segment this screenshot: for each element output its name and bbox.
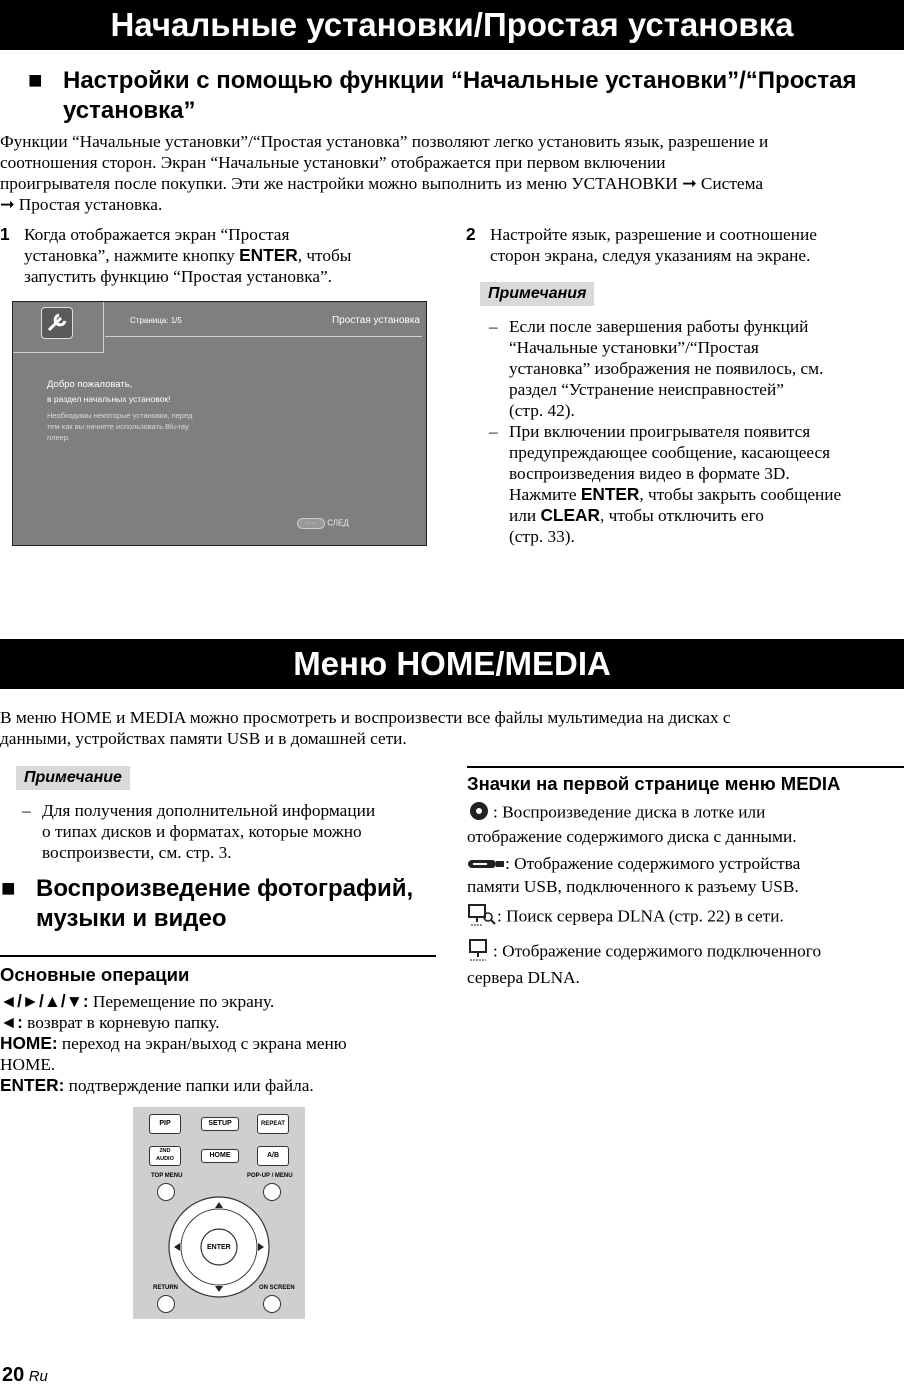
icon-text: отображение содержимого диска с данными. [467,827,797,846]
setup-intro [0,131,904,215]
usb-icon [467,855,505,876]
note-line: Если после завершения работы функций [509,317,809,336]
next-button[interactable] [297,518,349,529]
step-number: 2 [466,224,476,244]
step-1 [0,224,434,287]
info-line: Необходимы некоторые установки, перед [47,411,193,420]
intro-line: В меню HOME и MEDIA можно просмотреть и воспроизвести все файлы мультимедиа на дисках с [0,708,731,727]
step-line: Настройте язык, разрешение и соотношение [490,225,817,244]
op-text: переход на экран/выход с экрана меню [57,1034,347,1053]
home-media-intro [0,707,904,749]
note-text: , чтобы закрыть сообщение [639,485,842,504]
op-line: HOME. [0,1055,56,1074]
note-text: Нажмите [509,485,581,504]
note-line [509,505,899,526]
note-line [509,484,899,505]
screen-title: Простая установка [331,315,420,326]
op-line [0,991,440,1012]
dash: – [489,317,498,336]
clear-key-label: CLEAR [540,505,600,525]
note-tag: Примечание [16,766,130,790]
icon-text: : Отображение содержимого подключенного [493,941,822,960]
step-line: запустить функцию “Простая установка”. [24,267,332,286]
note-text: , чтобы отключить его [599,506,764,525]
audio-button[interactable]: 2ND AUDIO [149,1146,181,1166]
enter-key-label: ENTER [580,484,640,504]
icon-item [467,938,904,988]
repeat-button[interactable]: REPEAT [257,1114,289,1134]
enter-key-label: ENTER: [0,1075,65,1095]
media-icons-list [467,801,904,988]
remote-control-illustration [133,1107,305,1319]
intro-line: соотношения сторон. Экран “Начальные установки” отображается при первом включении [0,153,666,172]
enter-pill-icon [297,518,325,529]
media-icons-title: Значки на первой странице меню MEDIA [467,773,841,794]
setup-heading [28,66,857,126]
arrows-key-label: ◄/►/▲/▼: [0,991,89,1011]
intro-line: проигрывателя после покупки. Эти же настройки можно выполнить из меню УСТАНОВКИ ➞ Система [0,174,764,193]
square-bullet-icon: ■ [1,875,16,902]
note-line: При включении проигрывателя появится [509,422,811,441]
welcome-text [47,378,170,406]
note-item [22,800,442,863]
enter-key-label: ENTER [239,245,298,265]
note-item [489,316,899,421]
dash: – [22,801,31,820]
section-banner-home-media: Меню HOME/MEDIA [0,639,904,689]
home-key-label: HOME: [0,1033,58,1053]
intro-line: ➞ Простая установка. [0,195,163,214]
icon-item [467,903,904,932]
setup-heading-line1: Настройки с помощью функции “Начальные установки”/“Простая [63,67,857,94]
note-line: воспроизведения видео в формате 3D. [509,464,790,483]
divider [467,766,904,768]
screen-page-indicator: Страница: 1/5 [130,316,182,325]
page-footer [2,1364,48,1387]
note-line: “Начальные установки”/“Простая [509,338,759,357]
icon-item [467,801,904,847]
step-text: , чтобы [297,246,352,265]
page-number: 20 [2,1364,25,1386]
step-number: 1 [0,224,10,244]
square-bullet-icon: ■ [28,67,43,94]
return-label: RETURN [153,1285,178,1291]
icon-item [467,853,904,897]
note-text: или [509,506,541,525]
heading-line: Воспроизведение фотографий, [36,875,414,902]
op-line [0,1075,440,1096]
wrench-icon [41,307,73,339]
op-text: подтверждение папки или файла. [64,1076,314,1095]
dlna-server-icon [467,938,493,967]
op-text: возврат в корневую папку. [22,1013,220,1032]
step-line: сторон экрана, следуя указаниям на экране. [490,246,811,265]
top-menu-label: TOP MENU [151,1173,183,1179]
icon-text: сервера DLNA. [467,967,580,987]
icon-text: памяти USB, подключенного к разъему USB. [467,876,799,896]
notes-tag: Примечания [480,282,594,306]
basic-ops-title: Основные операции [0,964,190,985]
note-list [22,800,442,863]
info-line: тем как вы начнете использовать Blu-ray [47,422,189,431]
step-line: Когда отображается экран “Простая [24,225,290,244]
divider [0,955,436,957]
welcome-line: Добро пожаловать, [47,379,133,390]
note-line: о типах дисков и форматах, которые можно [42,822,362,841]
enter-pill-label: ENTER [305,521,317,525]
info-text [47,410,192,443]
op-line [0,1033,440,1054]
return-button[interactable] [157,1295,175,1313]
step-text: установка”, нажмите кнопку [24,246,240,265]
note-line: воспроизвести, см. стр. 3. [42,843,232,862]
welcome-line: в раздел начальных установок! [47,394,171,404]
note-line: установка” изображения не появилось, см. [509,359,824,378]
op-line [0,1012,440,1033]
playback-heading [1,874,414,934]
ab-button[interactable]: A/B [257,1146,289,1166]
screen-topbar [105,308,422,337]
info-line: плеер. [47,433,71,442]
note-line: предупреждающее сообщение, касающееся [509,443,831,462]
heading-line: музыки и видео [36,905,227,932]
note-line: раздел “Устранение неисправностей” [509,380,784,399]
pip-button[interactable]: PIP [149,1114,181,1134]
left-key-label: ◄: [0,1012,23,1032]
basic-ops-list [0,991,440,1096]
notes-list [489,316,899,547]
setup-button[interactable]: SETUP [201,1117,239,1131]
on-screen-label: ON SCREEN [259,1285,295,1291]
note-item [489,421,899,547]
home-button[interactable]: HOME [201,1149,239,1163]
setup-heading-line2: установка” [63,97,196,124]
easy-setup-screen [12,301,427,546]
section-banner-setup: Начальные установки/Простая установка [0,0,904,50]
intro-line: данными, устройствах памяти USB и в домашней сети. [0,729,407,748]
note-line: (стр. 33). [509,527,575,546]
on-screen-button[interactable] [263,1295,281,1313]
icon-text: : Отображение содержимого устройства [505,854,801,873]
dash: – [489,422,498,441]
disc-icon [467,801,493,826]
icon-text: : Поиск сервера DLNA (стр. 22) в сети. [497,906,784,925]
enter-button[interactable]: ENTER [207,1244,231,1251]
note-line: (стр. 42). [509,401,575,420]
step-2 [466,224,890,266]
setup-tile [13,302,104,353]
next-label: СЛЕД [327,518,349,528]
intro-line: Функции “Начальные установки”/“Простая установка” позволяют легко установить язык, разрешение и [0,132,769,151]
step-line [24,245,434,266]
language-code: Ru [28,1368,48,1385]
popup-menu-label: POP-UP / MENU [247,1173,293,1179]
icon-text: : Воспроизведение диска в лотке или [493,802,766,822]
dlna-search-icon [467,903,497,932]
note-line: Для получения дополнительной информации [42,801,376,820]
op-text: Перемещение по экрану. [88,992,275,1011]
